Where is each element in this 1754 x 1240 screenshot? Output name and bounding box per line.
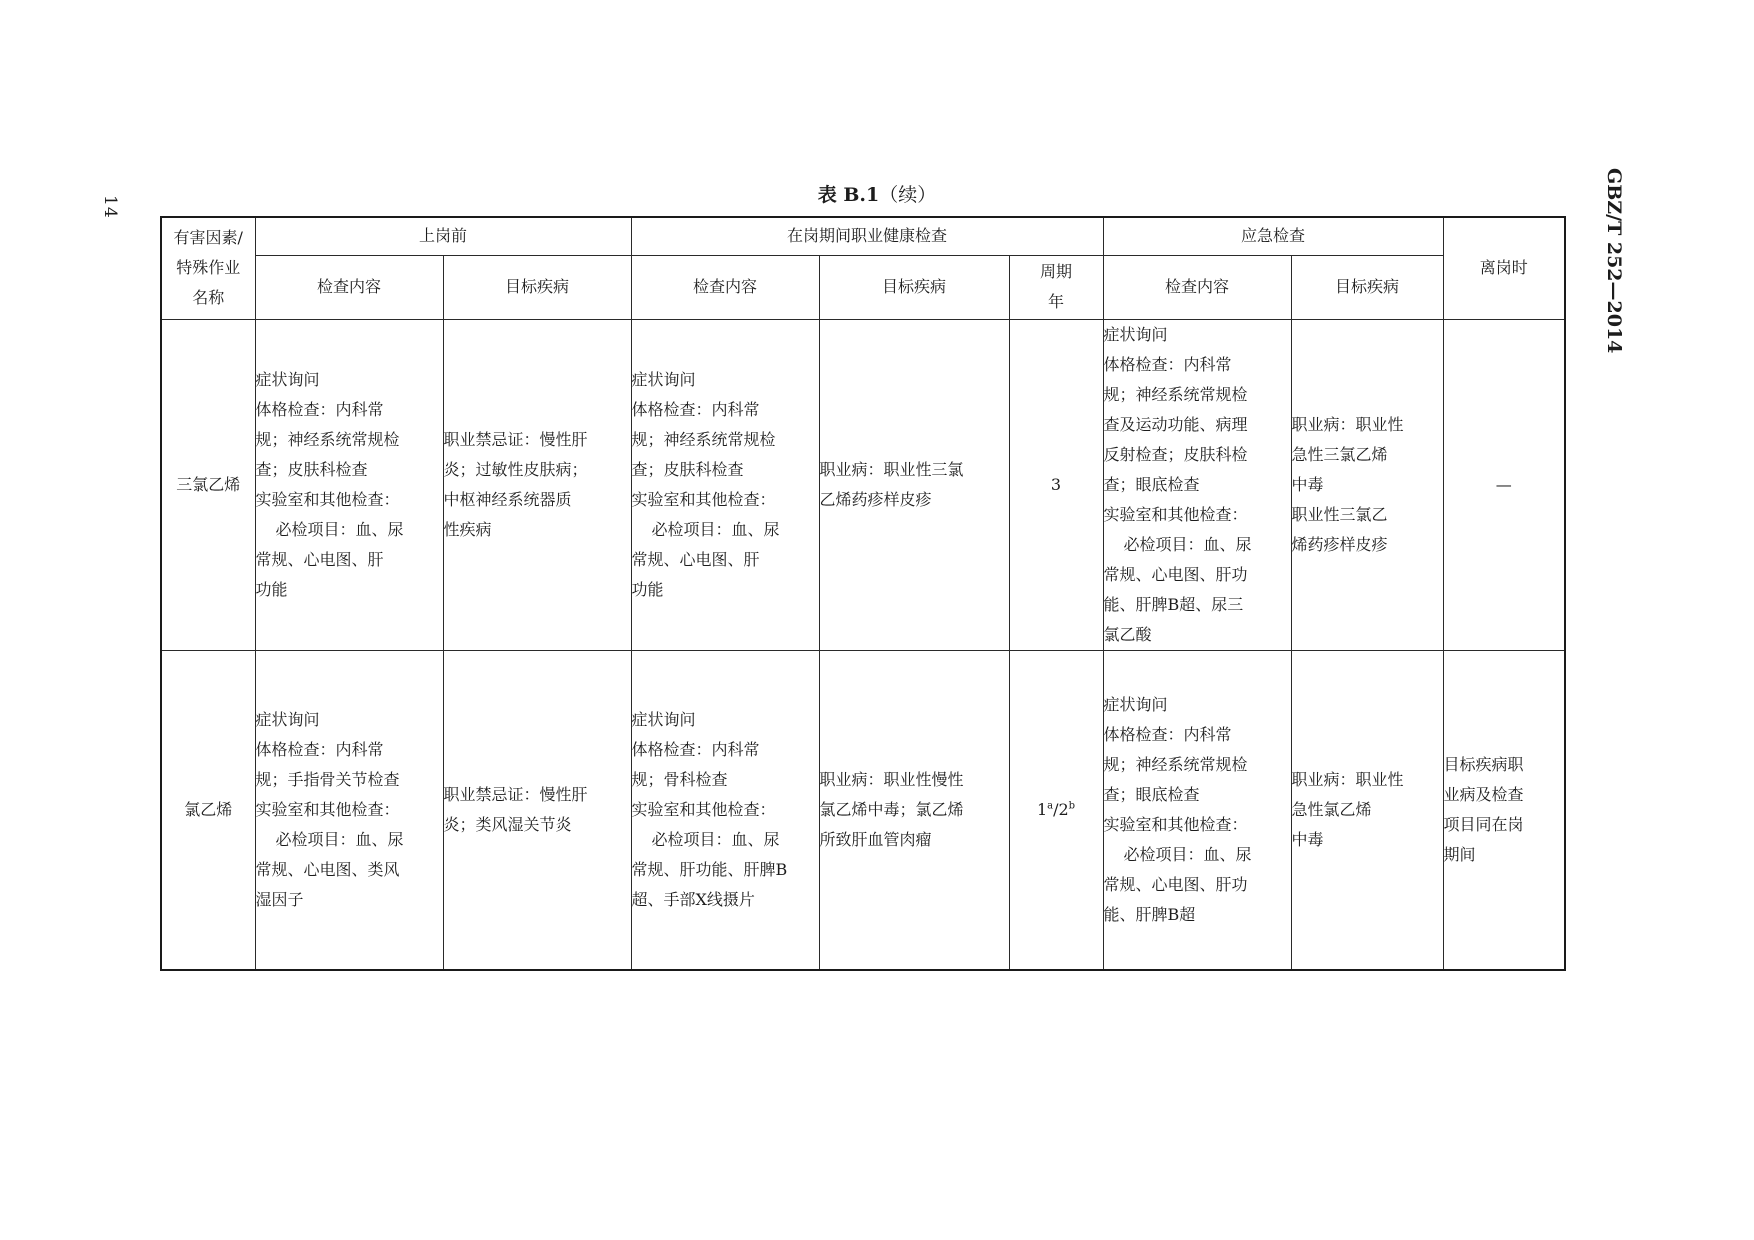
text-line: 必检项目：血、尿 [1123,844,1252,864]
text-line: 体格检查：内科常 [631,739,760,759]
text-line: 规；神经系统常规检 [631,429,776,449]
text-line: 体格检查：内科常 [1103,724,1232,744]
table-row [161,650,1565,970]
text-line: 症状询问 [255,709,320,729]
text-line: 职业病：职业性慢性 [819,769,964,789]
text-line: 常规、心电图、类风 [255,859,400,879]
post-cell [1443,319,1565,650]
text-line: 常规、心电图、肝 [255,549,384,569]
text-line: 症状询问 [1103,324,1168,344]
text-line: 能、肝脾B超 [1103,904,1196,924]
text-line: 症状询问 [1103,694,1168,714]
text-line: 职业病：职业性 [1291,769,1404,789]
text-line: 项目同在岗 [1443,814,1524,834]
text-line: 中毒 [1291,474,1324,494]
em-check-cell [1103,650,1291,970]
header-factor-line: 名称 [192,288,225,308]
on-check-cell [631,319,819,650]
text-line: 体格检查：内科常 [255,399,384,419]
post-cell [1443,650,1565,970]
text-line: 常规、肝功能、肝脾B [631,859,788,879]
header-cycle-line: 年 [1048,292,1065,311]
pre-check-cell [255,319,443,650]
text-line: 湿因子 [255,889,304,909]
em-check-cell [1103,319,1291,650]
text-line: 期间 [1443,844,1476,864]
cycle-cell [1009,319,1103,650]
cycle-value-b: 2 [1058,799,1069,819]
header-pre-check: 检查内容 [255,255,443,319]
pre-target-cell [443,650,631,970]
text-line: 规；骨科检查 [631,769,728,789]
header-factor [161,217,255,319]
text-line: 急性氯乙烯 [1291,799,1372,819]
em-target-cell [1291,319,1443,650]
table-title [0,180,1754,207]
header-em-target: 目标疾病 [1291,255,1443,319]
on-target-cell [819,319,1009,650]
text-line: 查；眼底检查 [1103,784,1200,804]
text-line: 反射检查；皮肤科检 [1103,444,1248,464]
text-line: 规；神经系统常规检 [1103,384,1248,404]
text-line: 实验室和其他检查： [255,799,400,819]
header-on-check: 检查内容 [631,255,819,319]
text-line: 功能 [255,579,288,599]
text-line: 乙烯药疹样皮疹 [819,489,932,509]
factor-cell: 三氯乙烯 [161,319,255,650]
text-line: 职业禁忌证：慢性肝 [443,784,588,804]
text-line: 烯药疹样皮疹 [1291,534,1388,554]
header-on-job: 在岗期间职业健康检查 [631,217,1103,255]
text-line: 常规、心电图、肝功 [1103,874,1248,894]
text-line: 体格检查：内科常 [631,399,760,419]
text-line: 业病及检查 [1443,784,1524,804]
text-line: 查；皮肤科检查 [631,459,744,479]
factor-cell: 氯乙烯 [161,650,255,970]
text-line: 必检项目：血、尿 [651,519,780,539]
table-title-text: 表 B.1 [817,184,880,206]
header-emergency: 应急检查 [1103,217,1443,255]
text-line: 症状询问 [631,709,696,729]
text-line: 中毒 [1291,829,1324,849]
header-post-job: 离岗时 [1443,217,1565,319]
header-pre-job: 上岗前 [255,217,631,255]
footnote-mark-b: b [1068,800,1076,812]
text-line: 炎；类风湿关节炎 [443,814,572,834]
text-line: 超、手部X线摄片 [631,889,755,909]
text-line: 查；皮肤科检查 [255,459,368,479]
text-line: 目标疾病职 [1443,754,1524,774]
text-line: 体格检查：内科常 [255,739,384,759]
text-line: 职业性三氯乙 [1291,504,1388,524]
table-title-suffix: （续） [879,184,937,206]
header-factor-line: 特殊作业 [176,258,241,278]
em-target-cell [1291,650,1443,970]
header-row-2 [161,255,1565,319]
cycle-separator: / [1053,799,1059,819]
header-cycle [1009,255,1103,319]
exam-table [160,216,1566,971]
pre-target-cell [443,319,631,650]
text-line: 性疾病 [443,519,492,539]
header-on-target: 目标疾病 [819,255,1009,319]
text-line: 规；神经系统常规检 [255,429,400,449]
cycle-value: 1 [1036,799,1048,819]
text-line: 职业禁忌证：慢性肝 [443,429,588,449]
header-factor-line: 有害因素/ [173,228,243,248]
text-line: 职业病：职业性三氯 [819,459,964,479]
header-row-1 [161,217,1565,255]
text-line: 查及运动功能、病理 [1103,414,1248,434]
text-line: 体格检查：内科常 [1103,354,1232,374]
text-line: 必检项目：血、尿 [275,519,404,539]
text-line: 常规、心电图、肝 [631,549,760,569]
text-line: 氯乙烯中毒；氯乙烯 [819,799,964,819]
text-line: 必检项目：血、尿 [1123,534,1252,554]
text-line: 查；眼底检查 [1103,474,1200,494]
text-line: 炎；过敏性皮肤病； [443,459,588,479]
text-line: 所致肝血管肉瘤 [819,829,932,849]
standard-code: GBZ/T 252—2014 [1603,168,1625,354]
on-check-cell [631,650,819,970]
header-pre-target: 目标疾病 [443,255,631,319]
text-line: 症状询问 [255,369,320,389]
text-line: 必检项目：血、尿 [651,829,780,849]
text-line: 实验室和其他检查： [255,489,400,509]
text-line: 规；手指骨关节检查 [255,769,400,789]
text-line: 实验室和其他检查： [631,799,776,819]
table-row [161,319,1565,650]
text-line: 中枢神经系统器质 [443,489,572,509]
header-cycle-line: 周期 [1040,262,1073,281]
footnote-mark-a: a [1047,800,1054,812]
text-line: — [1495,474,1512,494]
cycle-value: 3 [1050,474,1062,494]
header-em-check: 检查内容 [1103,255,1291,319]
text-line: 氯乙酸 [1103,624,1152,644]
text-line: 实验室和其他检查： [1103,504,1248,524]
page-number: 14 [100,195,120,219]
text-line: 实验室和其他检查： [1103,814,1248,834]
text-line: 功能 [631,579,664,599]
text-line: 实验室和其他检查： [631,489,776,509]
pre-check-cell [255,650,443,970]
on-target-cell [819,650,1009,970]
text-line: 急性三氯乙烯 [1291,444,1388,464]
cycle-cell [1009,650,1103,970]
text-line: 必检项目：血、尿 [275,829,404,849]
text-line: 症状询问 [631,369,696,389]
text-line: 常规、心电图、肝功 [1103,564,1248,584]
text-line: 职业病：职业性 [1291,414,1404,434]
text-line: 能、肝脾B超、尿三 [1103,594,1244,614]
text-line: 规；神经系统常规检 [1103,754,1248,774]
